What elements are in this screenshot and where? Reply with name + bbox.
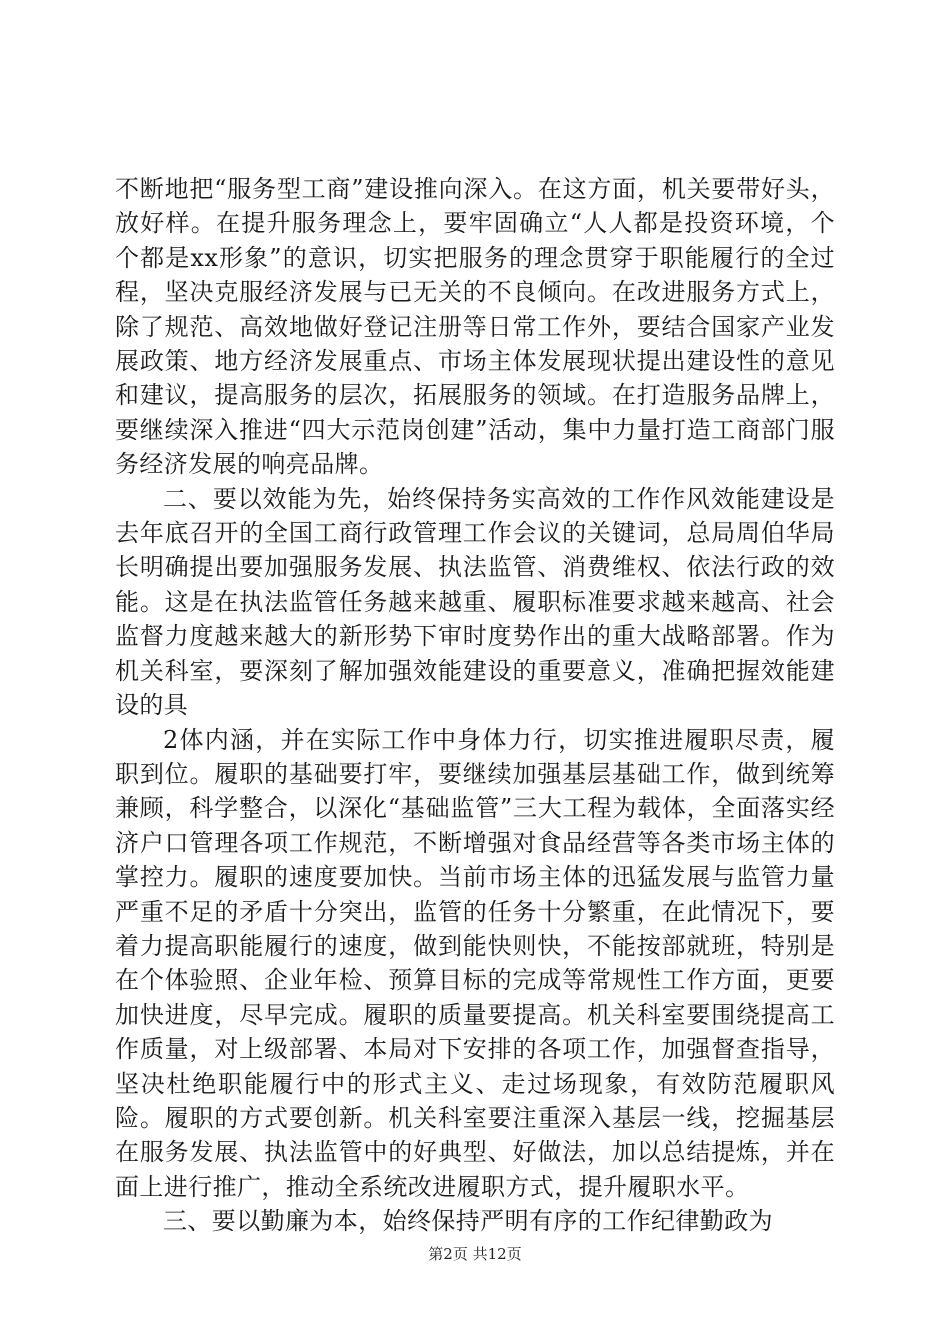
paragraph-section-two: 二、要以效能为先，始终保持务实高效的工作作风效能建设是去年底召开的全国工商行政管理工作会议的关键词，总局周伯华局长明确提出要加强服务发展、执法监管、消费维权、依法行政的效能。这是在执法监管任务越来越重、履职标准要求越来越高、社会监督力度越来越大的新形势下审时度势作出的重大战略部署。作为机关科室，要深刻了解加强效能建设的重要意义，准确把握效能建设的具 [115,484,835,720]
paragraph-continuation: 不断地把“服务型工商”建设推向深入。在这方面，机关要带好头，放好样。在提升服务理念上，要牢固确立“人人都是投资环境，个个都是xx形象”的意识，切实把服务的理念贯穿于职能履行的全过程，坚决克服经济发展与已无关的不良倾向。在改进服务方式上，除了规范、高效地做好登记注册等日常工作外，要结合国家产业发展政策、地方经济发展重点、市场主体发展现状提出建设性的意见和建议，提高服务的层次，拓展服务的领域。在打造服务品牌上，要继续深入推进“四大示范岗创建”活动，集中力量打造工商部门服务经济发展的响亮品牌。 [115,175,835,479]
page-footer [0,1244,950,1264]
paragraph-section-three: 三、要以勤廉为本，始终保持严明有序的工作纪律勤政为 [163,1207,773,1236]
document-body [115,172,835,1239]
paragraph-section-two-continued: 2体内涵，并在实际工作中身体力行，切实推进履职尽责，履职到位。履职的基础要打牢，要继续加强基层基础工作，做到统筹兼顾，科学整合，以深化“基础监管”三大工程为载体，全面落实经济户口管理各项工作规范，不断增强对食品经营等各类市场主体的掌控力。履职的速度要加快。当前市场主体的迅猛发展与监管力量严重不足的矛盾十分突出，监管的任务十分繁重，在此情况下，要着力提高职能履行的速度，做到能快则快，不能按部就班，特别是在个体验照、企业年检、预算目标的完成等常规性工作方面，更要加快进度，尽早完成。履职的质量要提高。机关科室要围绕提高工作质量，对上级部署、本局对下安排的各项工作，加强督查指导，坚决杜绝职能履行中的形式主义、走过场现象，有效防范履职风险。履职的方式要创新。机关科室要注重深入基层一线，挖掘基层在服务发展、执法监管中的好典型、好做法，加以总结提炼，并在面上进行推广，推动全系统改进履职方式，提升履职水平。 [115,725,835,1201]
page-number-label: 第2页 共12页 [428,1245,522,1263]
